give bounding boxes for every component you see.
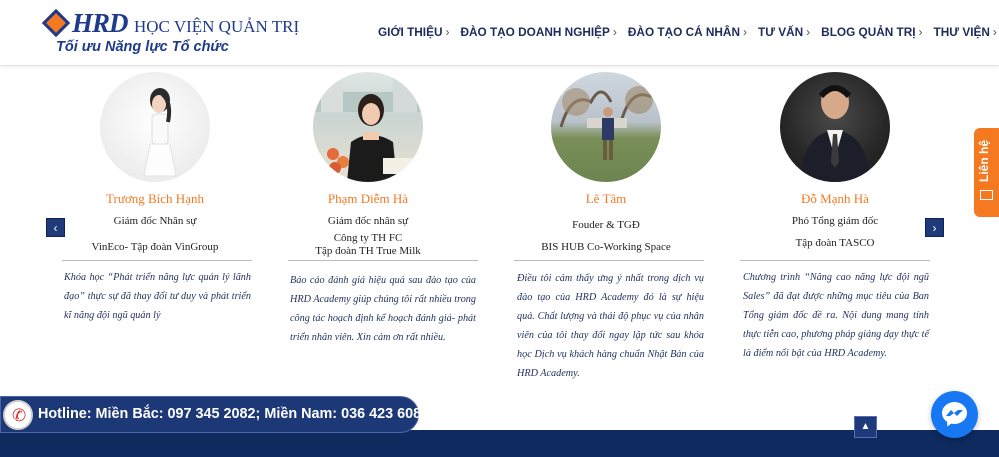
chevron-right-icon: › [806,25,811,39]
testimonial-quote: Điều tôi cảm thấy ưng ý nhất trong dịch vụ đào tạo của HRD Academy đó là sự hiệu quả. Chất lượng và thái độ phục vụ của nhân viên của tôi thay đổi ngay lập tức sau khóa học Dịch vụ khách hàng chuẩn Nhật Bản của HRD Academy. [517,273,704,379]
carousel-prev-button[interactable]: ‹ [46,218,65,237]
nav-item-tu-van[interactable]: TƯ VẤN › [757,25,811,39]
testimonial-company-2: Tập đoàn TH True Milk [315,245,421,257]
testimonial-company: BIS HUB Co-Working Space [541,241,671,253]
divider [62,260,252,261]
nav-item-thu-vien[interactable]: THƯ VIỆN › [933,25,997,39]
divider [740,260,930,261]
testimonial-company: Công ty TH FC [333,232,403,244]
nav-item-gioi-thieu[interactable]: GIỚI THIỆU › [378,25,450,39]
hotline-bar[interactable] [0,396,430,433]
footer-bar [0,430,999,457]
testimonial-role: Giám đốc Nhân sự [113,215,197,227]
logo-tagline: Tối ưu Năng lực Tổ chức [56,39,229,55]
testimonial-company: Tập đoàn TASCO [795,237,875,249]
logo-brand: HRD [72,8,128,38]
testimonial-quote: Chương trình “Nâng cao năng lực đội ngũ Sales” đã đạt được những mục tiêu của Ban Tổng giám đốc đề ra. Nội dung mang tính thực tiễn cao, phương pháp giảng dạy thực tế là điểm nổi bật của HRD Academy. [743,272,929,359]
chevron-right-icon: › [742,25,747,39]
scroll-top-button[interactable]: ▲ [854,416,877,438]
testimonial-name: Lê Tâm [585,191,627,206]
nav-item-blog-quan-tri[interactable]: BLOG QUẢN TRỊ › [821,25,923,39]
chevron-right-icon: › [445,25,450,39]
testimonial-card [268,72,468,257]
carousel-next-button[interactable]: › [925,218,944,237]
logo-subtitle: HỌC VIỆN QUẢN TRỊ [134,17,300,36]
nav-item-dao-tao-ca-nhan[interactable]: ĐÀO TẠO CÁ NHÂN › [627,25,747,39]
avatar [551,72,661,182]
testimonial-quote: Khóa học “Phát triển năng lực quản lý lãnh đạo” thực sự đã thay đổi tư duy và phát triển kĩ năng đội ngũ quản lý [64,272,251,321]
testimonial-name: Phạm Diễm Hà [327,191,409,206]
testimonial-card [506,72,706,253]
testimonial-company: VinEco- Tập đoàn VinGroup [91,241,219,253]
avatar [313,72,423,182]
main-nav [378,25,999,39]
phone-icon: ✆ [3,400,33,430]
contact-side-tab[interactable] [974,128,999,217]
contact-tab-label: Liên hệ [977,139,991,182]
testimonial-role: Fouder & TGĐ [572,219,640,231]
site-header [0,0,999,66]
nav-item-dao-tao-doanh-nghiep[interactable]: ĐÀO TẠO DOANH NGHIỆP › [460,25,617,39]
testimonial-name: Trương Bích Hạnh [106,191,204,206]
avatar [780,72,890,182]
testimonial-card [735,72,935,249]
divider [288,260,478,261]
testimonial-quote: Báo cáo đánh giá hiệu quả sau đào tạo của HRD Academy giúp chúng tôi rất nhiều trong công tác hoạch định kế hoạch đánh giá- phát triển nhân viên. Xin cảm ơn rất nhiều. [290,275,476,343]
hotline-text: Hotline: Miền Bắc: 097 345 2082; Miền Nam: 036 423 6082 [38,406,430,422]
testimonial-role: Phó Tổng giám đốc [791,215,879,227]
logo[interactable] [44,8,300,60]
avatar [100,72,210,182]
logo-diamond-icon [42,9,70,37]
testimonial-card [55,72,255,253]
chevron-right-icon: › [992,25,997,39]
chevron-right-icon: › [612,25,617,39]
messenger-bolt-icon [946,409,963,417]
mail-icon [980,190,993,200]
messenger-button[interactable] [931,391,978,438]
testimonial-name: Đỗ Mạnh Hà [801,191,869,206]
chevron-right-icon: › [918,25,923,39]
testimonial-role: Giám đốc nhân sự [327,215,409,227]
divider [514,260,704,261]
